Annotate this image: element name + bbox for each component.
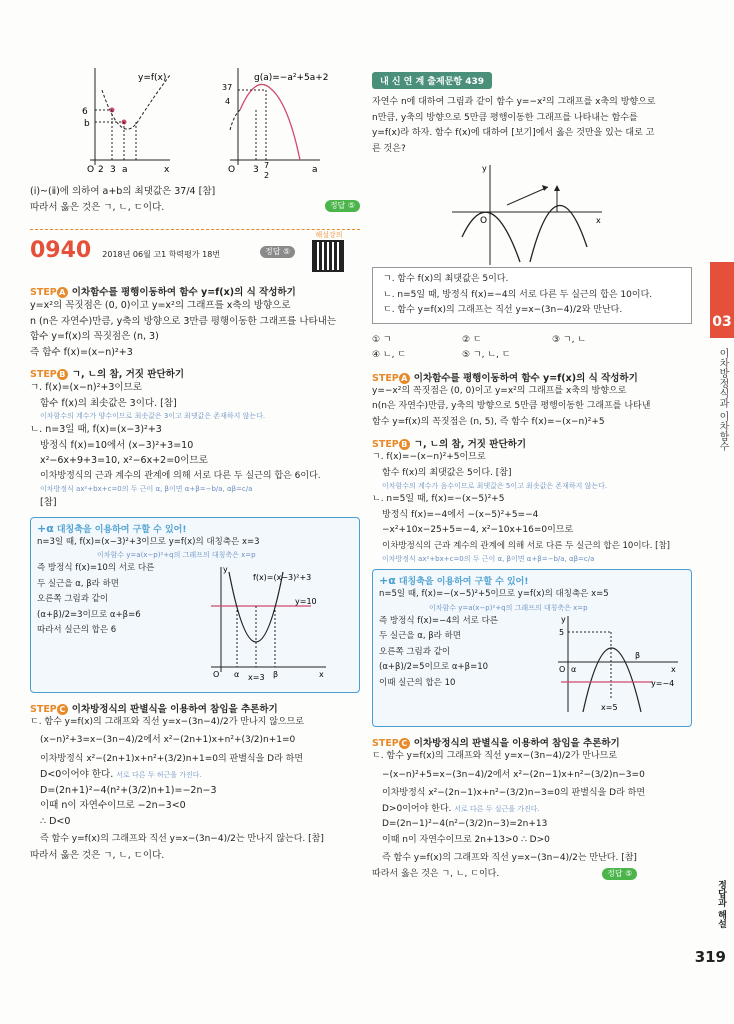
text-line: D=(2n−1)²−4(n²−(3/2)n−3)=2n+13 (382, 819, 548, 829)
svg-text:y=10: y=10 (295, 596, 317, 606)
right-hint-box (372, 569, 692, 727)
text-line: 방정식 f(x)=−4에서 −(x−5)²+5=−4 (382, 509, 539, 520)
options-box (372, 267, 692, 324)
text-line: n(n은 자연수)만큼, y축의 방향으로 5만큼 평행이동한 그래프를 나타낸 (372, 401, 651, 411)
text-line: −(x−n)²+5=x−(3n−4)/2에서 x²−(2n−1)x+n²−(3/2)n−3=0 (382, 769, 645, 780)
right-hint-graph (553, 614, 683, 714)
section-label: 정답과 해설 (716, 880, 726, 929)
text-line: 즉 방정식 f(x)=10의 서로 다른 (37, 563, 155, 573)
text-line: 즉 함수 y=f(x)의 그래프와 직선 y=x−(3n−4)/2는 만나지 않는다. [참] (40, 834, 324, 844)
svg-text:α: α (234, 669, 240, 679)
svg-text:a: a (122, 165, 128, 175)
text-line: 따라서 실근의 합은 6 (37, 625, 117, 635)
svg-text:x: x (319, 669, 324, 679)
text-line: ∴ D<0 (40, 815, 71, 827)
svg-text:O: O (87, 165, 95, 175)
page-number: 319 (694, 948, 726, 966)
text-line: 함수 y=f(x)의 꼭짓점은 (n, 3) (30, 331, 159, 342)
problem-source: 2018년 06월 고1 학력평가 18번 (102, 250, 221, 259)
text-line: 두 실근을 α, β라 하면 (37, 578, 120, 589)
text-line: 따라서 옳은 것은 ㄱ, ㄴ, ㄷ이다. (30, 849, 165, 861)
option-item: ㄱ. 함수 f(x)의 최댓값은 5이다. (383, 274, 509, 284)
chapter-title: 이차방정식과 이차함수 (717, 348, 728, 452)
choice-3[interactable]: ③ ㄱ, ㄴ (552, 334, 587, 345)
svg-text:y=f(x): y=f(x) (138, 73, 167, 83)
qr-block[interactable]: 해설강의 (312, 230, 346, 272)
option-item: ㄴ. n=5일 때, 방정식 f(x)=−4의 서로 다른 두 실근의 합은 10이다. (383, 289, 653, 300)
svg-text:g(a)=−a²+5a+2: g(a)=−a²+5a+2 (254, 73, 329, 83)
svg-text:2: 2 (264, 171, 270, 180)
text-line: y=−x²의 꼭짓점은 (0, 0)이고 y=x²의 그래프를 x축의 방향으로 (372, 385, 627, 396)
linked-problem-header: 내 신 연 계 출제문항 439 (372, 72, 492, 89)
answer-badge: 정답 ⑤ (325, 200, 360, 212)
option-item: ㄷ. 함수 y=f(x)의 그래프는 직선 y=x−(3n−4)/2와 만난다. (383, 305, 623, 315)
top-final: 따라서 옳은 것은 ㄱ, ㄴ, ㄷ이다. 정답 ⑤ (30, 200, 360, 216)
right-column (372, 72, 692, 882)
text-line: ㄴ. n=5일 때, f(x)=−(x−5)²+5 (372, 494, 505, 504)
text-line: 즉 함수 y=f(x)의 그래프와 직선 y=x−(3n−4)/2는 만난다. [참] (382, 853, 637, 863)
text-line: 이때 실근의 합은 10 (379, 677, 456, 688)
text-line: 오른쪽 그림과 같이 (379, 646, 451, 657)
answer-choices (372, 332, 692, 360)
text-line: 이차방정식 x²−(2n−1)x+n²−(3/2)n−3=0의 판별식을 D라 하면 (382, 788, 646, 798)
svg-text:a: a (312, 165, 318, 175)
svg-text:x: x (596, 216, 601, 225)
svg-text:β: β (635, 651, 641, 660)
svg-text:y=−4: y=−4 (651, 679, 675, 688)
question-graph (372, 157, 692, 267)
text-line: 이차방정식의 근과 계수의 관계에 의해 서로 다른 두 실근의 합은 10이다. [참] (382, 540, 670, 551)
right-step-c-title: STEP C 이차방정식의 판별식을 이용하여 참임을 추론하기 (372, 738, 620, 749)
note: 이차방정식 ax²+bx+c=0의 두 근이 α, β이면 α+β=−b/a, αβ=c/a (40, 485, 253, 493)
text-line: y=x²의 꼭짓점은 (0, 0)이고 y=x²의 그래프를 x축의 방향으로 (30, 300, 291, 311)
svg-text:b: b (84, 119, 90, 129)
text-line: 이차방정식 x²−(2n+1)x+n²+(3/2)n+1=0의 판별식을 D라 하면 (40, 753, 304, 764)
question-line: 른 것은? (372, 143, 406, 154)
choice-1[interactable]: ① ㄱ (372, 334, 392, 345)
svg-text:α: α (571, 665, 577, 674)
text-line: 이차방정식의 근과 계수의 관계에 의해 서로 다른 두 실근의 합은 6이다. (40, 470, 321, 481)
text-line: x²−6x+9+3=10, x²−6x+2=0이므로 (40, 455, 208, 466)
svg-text:x=5: x=5 (601, 703, 618, 712)
problem-header (30, 231, 360, 278)
question-line: 자연수 n에 대하여 그림과 같이 함수 y=−x²의 그래프를 x축의 방향으로 (372, 97, 656, 107)
hint-graph (201, 562, 331, 682)
graph-g (222, 68, 329, 180)
text-line: D=(2n+1)²−4(n²+(3/2)n+1)=−2n−3 (40, 784, 217, 796)
svg-text:y: y (561, 615, 566, 624)
text-line: n (n은 자연수)만큼, y축의 방향으로 3만큼 평행이동한 그래프를 나타내는 (30, 315, 337, 327)
note: 이차함수의 계수가 양수이므로 최솟값은 3이고 최댓값은 존재하지 않는다. (40, 412, 266, 420)
text-line: ㄷ. 함수 y=f(x)의 그래프와 직선 y=x−(3n−4)/2가 만나므로 (372, 751, 618, 761)
choice-2[interactable]: ② ㄷ (462, 334, 482, 345)
text-line: ㄴ. n=3일 때, f(x)=(x−3)²+3 (30, 424, 162, 435)
text-line: [참] (40, 497, 57, 508)
problem-number: 0940 (30, 238, 92, 263)
svg-text:O: O (228, 165, 236, 175)
svg-text:2: 2 (98, 165, 104, 175)
choice-4[interactable]: ④ ㄴ, ㄷ (372, 349, 407, 360)
svg-text:O: O (480, 216, 488, 226)
svg-text:3: 3 (253, 165, 259, 175)
text-line: ㄱ. f(x)=−(x−n)²+5이므로 (372, 452, 486, 462)
choice-5[interactable]: ⑤ ㄱ, ㄴ, ㄷ (462, 349, 511, 360)
left-column (30, 60, 360, 863)
hint-box-title: +α 대칭축을 이용하여 구할 수 있어! (379, 574, 529, 587)
step-a-title: STEP A 이차함수를 평행이동하여 함수 y=f(x)의 식 작성하기 (30, 287, 296, 298)
text-line: 방정식 f(x)=10에서 (x−3)²+3=10 (40, 439, 194, 451)
text-line: (x−n)²+3=x−(3n−4)/2에서 x²−(2n+1)x+n²+(3/2)n+1=0 (40, 735, 296, 745)
question-line: y=f(x)라 하자. 함수 f(x)에 대하여 [보기]에서 옳은 것만을 있는 대로 고 (372, 128, 655, 138)
answer-badge: 정답 ⑤ (260, 246, 295, 258)
svg-text:7: 7 (264, 161, 270, 170)
text-line: 즉 방정식 f(x)=−4의 서로 다른 (379, 615, 499, 626)
divider (30, 229, 360, 230)
text-line: 이때 n이 자연수이므로 2n+13>0 ∴ D>0 (382, 834, 550, 845)
svg-text:O: O (559, 665, 566, 674)
text-line: 함수 f(x)의 최댓값은 5이다. [참] (382, 467, 512, 478)
text-line: (α+β)/2=3이므로 α+β=6 (37, 609, 141, 620)
text-line: 따라서 옳은 것은 ㄱ, ㄴ, ㄷ이다. 정답 ⑤ (372, 867, 692, 883)
svg-text:x: x (671, 665, 676, 674)
note: 이차함수의 계수가 음수이므로 최댓값은 5이고 최솟값은 존재하지 않는다. (382, 482, 608, 490)
text-line: 함수 y=f(x)의 꼭짓점은 (n, 5), 즉 함수 f(x)=−(x−n)²+5 (372, 416, 605, 427)
step-b-title: STEP B ㄱ, ㄴ의 참, 거짓 판단하기 (30, 369, 184, 380)
hint-box-title: +α 대칭축을 이용하여 구할 수 있어! (37, 521, 187, 535)
hint-box (30, 517, 360, 693)
top-graphs (30, 60, 360, 180)
right-step-a-title: STEP A 이차함수를 평행이동하여 함수 y=f(x)의 식 작성하기 (372, 372, 638, 384)
right-step-b-title: STEP B ㄱ, ㄴ의 참, 거짓 판단하기 (372, 439, 526, 450)
question-line: n만큼, y축의 방향으로 5만큼 평행이동한 그래프를 나타내는 함수를 (372, 112, 638, 123)
svg-text:f(x)=(x−3)²+3: f(x)=(x−3)²+3 (253, 572, 312, 582)
answer-badge: 정답 ⑤ (602, 868, 637, 880)
svg-text:4: 4 (225, 97, 231, 106)
text-line: ㄱ. f(x)=(x−n)²+3이므로 (30, 382, 142, 393)
svg-text:β: β (273, 669, 279, 679)
svg-text:3: 3 (110, 165, 116, 175)
svg-text:y: y (223, 564, 228, 574)
svg-text:y: y (482, 164, 487, 173)
text-line: 두 실근을 α, β라 하면 (379, 631, 462, 641)
svg-text:x: x (164, 165, 170, 175)
top-conclusion: (ⅰ)~(ⅱ)에 의하여 a+b의 최댓값은 37/4 [참] (30, 186, 216, 197)
text-line: D>0이어야 한다. 서로 다른 두 실근을 가진다. (382, 803, 540, 814)
note: 이차함수 y=a(x−p)²+q의 그래프의 대칭축은 x=p (97, 551, 256, 559)
svg-text:O: O (213, 669, 220, 679)
svg-text:x=3: x=3 (248, 672, 265, 682)
text-line: 이때 n이 자연수이므로 −2n−3<0 (40, 800, 186, 811)
text-line: n=3일 때, f(x)=(x−3)²+3이므로 y=f(x)의 대칭축은 x=3 (37, 536, 260, 547)
text-line: (α+β)/2=5이므로 α+β=10 (379, 662, 489, 672)
text-line: n=5일 때, f(x)=−(x−5)²+5이므로 y=f(x)의 대칭축은 x=5 (379, 589, 609, 599)
text-line: D<0이어야 한다. 서로 다른 두 허근을 가진다. (40, 769, 202, 780)
svg-text:37: 37 (222, 83, 233, 92)
note: 이차함수 y=a(x−p)²+q의 그래프의 대칭축은 x=p (429, 603, 588, 612)
step-c-title: STEP C 이차방정식의 판별식을 이용하여 참임을 추론하기 (30, 703, 278, 715)
qr-code-icon (312, 240, 344, 272)
text-line: −x²+10x−25+5=−4, x²−10x+16=0이므로 (382, 525, 574, 535)
svg-text:5: 5 (559, 628, 565, 637)
text-line: 즉 함수 f(x)=(x−n)²+3 (30, 346, 133, 358)
note: 이차방정식 ax²+bx+c=0의 두 근이 α, β이면 α+β=−b/a, αβ=c/a (382, 555, 595, 563)
graph-f (82, 68, 170, 175)
svg-text:6: 6 (82, 107, 88, 117)
text-line: 오른쪽 그림과 같이 (37, 594, 109, 604)
chapter-tab[interactable]: 03 (710, 262, 734, 338)
text-line: 함수 f(x)의 최솟값은 3이다. [참] (40, 397, 177, 409)
text-line: ㄷ. 함수 y=f(x)의 그래프와 직선 y=x−(3n−4)/2가 만나지 않으므로 (30, 716, 304, 727)
